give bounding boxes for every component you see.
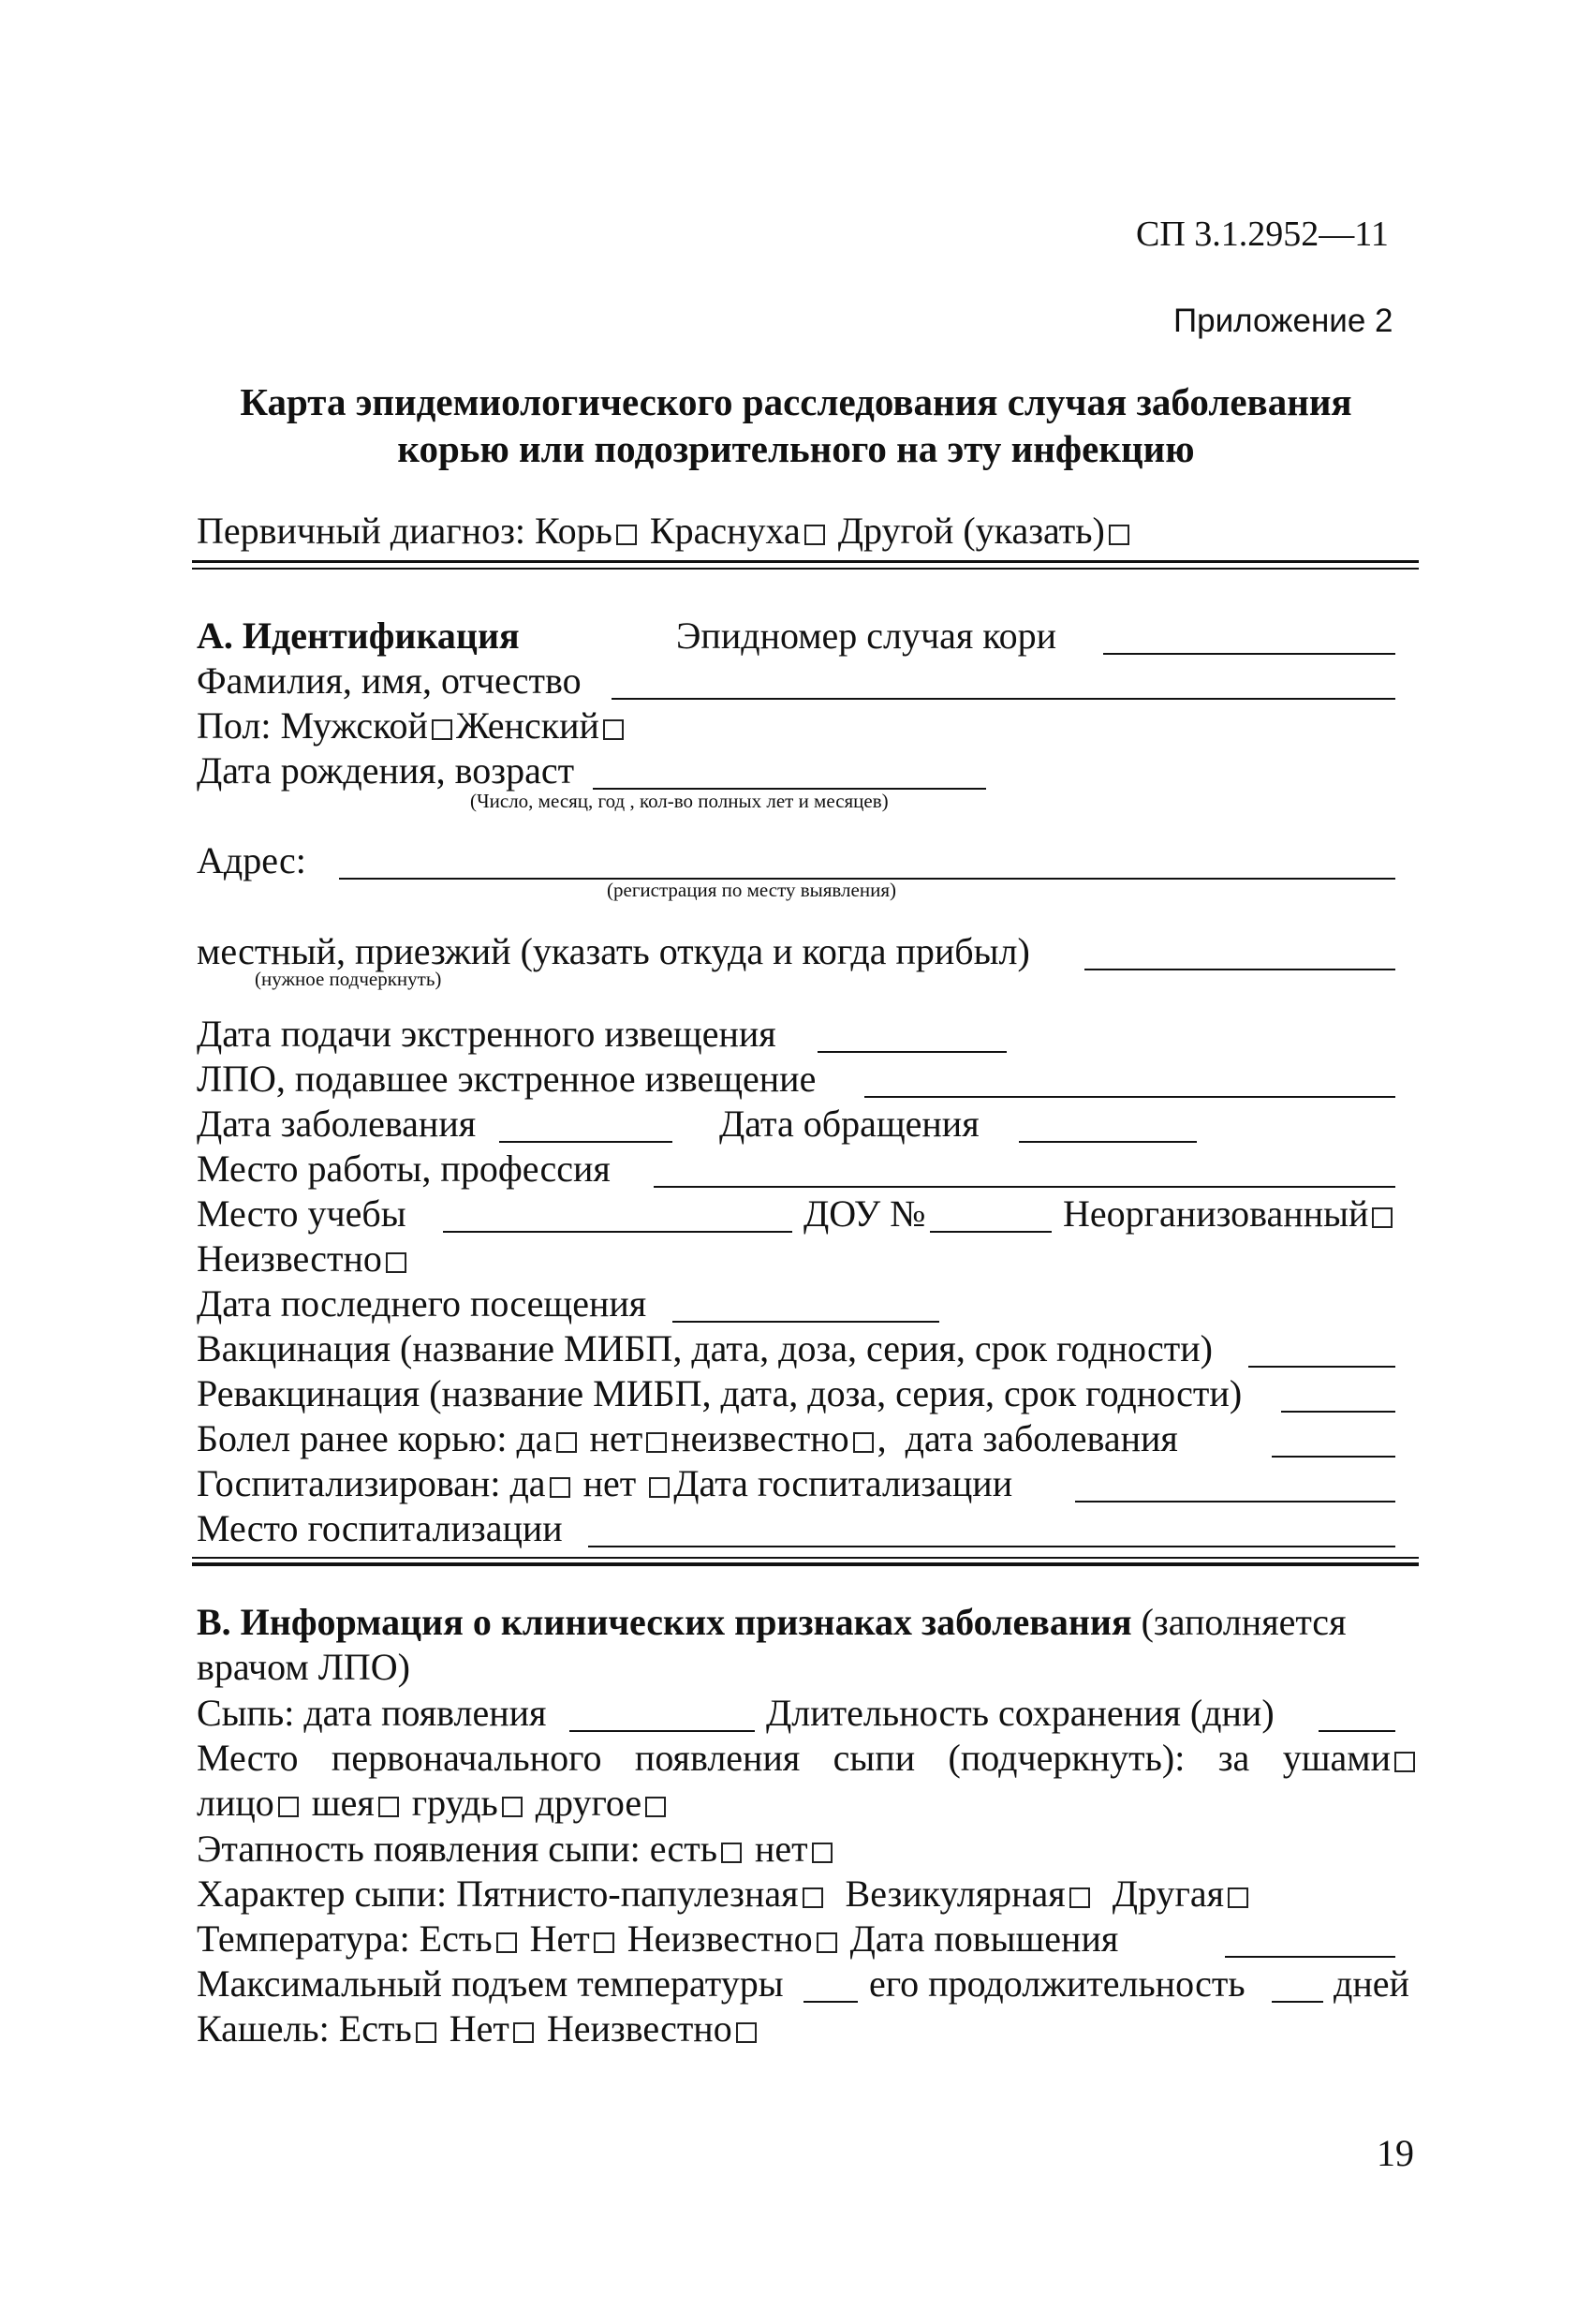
address-label: Адрес: [197,839,306,881]
days-label: дней [1334,1962,1409,2005]
vesicular-label: Везикулярная [845,1873,1066,1915]
duration-label: его продолжительность [869,1962,1246,2005]
hospitalized-yes-checkbox[interactable] [550,1477,570,1498]
rash-site-ears-checkbox[interactable] [1394,1752,1415,1772]
staging-yes-checkbox[interactable] [721,1843,742,1863]
dou-label: ДОУ № [803,1192,926,1235]
page-number: 19 [1377,2132,1414,2174]
divider-mid-thick [192,1562,1419,1566]
staging-no-label: нет [755,1828,808,1870]
form-title-line2: корью или подозрительного на эту инфекцию [397,427,1195,470]
dou-field[interactable] [930,1231,1052,1233]
rash-site-row [197,1736,1419,1781]
diagnosis-measles-label: Корь [534,510,612,552]
sex-female-label: Женский [455,704,599,747]
other-site-label: другое [535,1782,642,1824]
rash-type-label: Характер сыпи: Пятнисто-папулезная [197,1873,799,1915]
cough-label: Кашель: Есть [197,2007,412,2050]
resident-hint: (нужное подчеркнуть) [255,968,442,990]
unorganized-label: Неорганизованный [1063,1192,1369,1235]
temp-label: Температура: Есть [197,1917,493,1960]
had-measles-no-checkbox[interactable] [646,1432,667,1453]
unorganized-checkbox[interactable] [1372,1207,1393,1228]
vaccination-field[interactable] [1248,1366,1395,1368]
chest-label: грудь [411,1782,498,1824]
had-measles-yes-label: да [516,1417,553,1459]
section-b-heading: В. Информация о клинических признаках заболевания [197,1601,1132,1643]
had-measles-no-label: нет [589,1417,643,1459]
rash-duration-field[interactable] [1319,1730,1395,1732]
staging-label: Этапность появления сыпи: есть [197,1828,717,1870]
cough-unknown-label: Неизвестно [546,2007,732,2050]
staging-row [197,1827,836,1872]
rash-duration-label: Длительность сохранения (дни) [766,1692,1275,1734]
temp-unknown-label: Неизвестно [626,1917,813,1960]
hosp-place-field[interactable] [588,1546,1395,1547]
rash-site-label: Место первоначального появления сыпи (подчеркнуть): за ушами [197,1737,1391,1779]
rash-date-label: Сыпь: дата появления [197,1692,547,1734]
notice-lpo-field[interactable] [864,1096,1395,1098]
had-measles-unknown-label: неизвестно [671,1417,849,1459]
sex-male-label: Мужской [280,704,428,747]
visit-date-label: Дата обращения [719,1103,980,1145]
vesicular-checkbox[interactable] [1069,1887,1090,1908]
section-a-heading: А. Идентификация [197,614,520,657]
duration-field[interactable] [1272,2001,1323,2003]
address-hint: (регистрация по месту выявления) [607,879,896,901]
form-title-line1: Карта эпидемиологического расследования случая заболевания [240,380,1352,423]
rash-type-row [197,1872,1252,1917]
unknown-checkbox[interactable] [386,1252,406,1273]
neck-checkbox[interactable] [378,1797,399,1817]
study-field[interactable] [443,1231,792,1233]
section-b-heading-row [197,1600,1346,1645]
face-checkbox[interactable] [278,1797,299,1817]
temp-no-checkbox[interactable] [594,1932,614,1953]
unknown-label: Неизвестно [197,1237,382,1280]
birth-label: Дата рождения, возраст [197,749,575,792]
hospitalized-yes-label: да [509,1462,546,1504]
temp-rise-field[interactable] [1225,1956,1395,1958]
chest-checkbox[interactable] [502,1797,523,1817]
diagnosis-rubella-checkbox[interactable] [804,525,825,545]
max-temp-label: Максимальный подъем температуры [197,1962,784,2005]
sex-female-checkbox[interactable] [603,719,624,740]
study-label: Место учебы [197,1192,406,1235]
last-visit-label: Дата последнего посещения [197,1282,647,1325]
sex-row [197,703,627,748]
cough-no-label: Нет [449,2007,509,2050]
cough-row [197,2006,760,2051]
document-code: СП 3.1.2952—11 [1136,215,1389,254]
epid-number-label: Эпидномер случая кори [676,614,1057,657]
divider-mid-thin [192,1557,1419,1559]
comma-separator: , [877,1417,887,1459]
rash-maculopapular-checkbox[interactable] [803,1887,823,1908]
section-b-note-2: врачом ЛПО) [197,1646,410,1688]
onset-date-label: Дата заболевания [197,1103,477,1145]
visit-date-field[interactable] [1019,1141,1197,1143]
hospitalized-no-checkbox[interactable] [649,1477,670,1498]
sex-label: Пол: [197,704,272,747]
unknown-row [197,1236,410,1281]
temperature-row [197,1917,1118,1961]
diagnosis-rubella-label: Краснуха [649,510,801,552]
staging-no-checkbox[interactable] [812,1843,833,1863]
illness-date-field[interactable] [1272,1456,1395,1458]
epid-number-field[interactable] [1103,653,1395,655]
other-site-checkbox[interactable] [645,1797,666,1817]
notice-date-label: Дата подачи экстренного извещения [197,1013,776,1055]
vaccination-label: Вакцинация (название МИБП, дата, доза, серия, срок годности) [197,1327,1213,1369]
hosp-date-label: Дата госпитализации [673,1462,1013,1504]
had-measles-unknown-checkbox[interactable] [853,1432,874,1453]
rash-date-field[interactable] [569,1730,755,1732]
diagnosis-label: Первичный диагноз: [197,510,525,552]
cough-unknown-checkbox[interactable] [736,2022,757,2043]
had-measles-yes-checkbox[interactable] [556,1432,577,1453]
divider-top-thin [192,568,1419,570]
hosp-date-field[interactable] [1075,1501,1395,1502]
resident-field[interactable] [1084,969,1395,970]
appendix-label: Приложение 2 [1173,303,1393,339]
hospitalized-no-label: нет [582,1462,637,1504]
temp-yes-checkbox[interactable] [496,1932,517,1953]
revaccination-label: Ревакцинация (название МИБП, дата, доза, серия, срок годности) [197,1372,1243,1414]
diagnosis-other-label: Другой (указать) [837,510,1105,552]
temp-no-label: Нет [529,1917,590,1960]
temp-rise-label: Дата повышения [849,1917,1119,1960]
work-label: Место работы, профессия [197,1147,611,1190]
onset-date-field[interactable] [499,1141,672,1143]
neck-label: шея [311,1782,375,1824]
hospitalized-row [197,1461,1012,1506]
had-measles-row [197,1416,1178,1461]
other-rash-checkbox[interactable] [1228,1887,1248,1908]
diagnosis-other-checkbox[interactable] [1109,525,1129,545]
last-visit-field[interactable] [672,1321,939,1323]
unorganized-row [1063,1192,1396,1236]
temp-unknown-checkbox[interactable] [817,1932,837,1953]
notice-lpo-label: ЛПО, подавшее экстренное извещение [197,1058,817,1100]
cough-yes-checkbox[interactable] [416,2022,436,2043]
full-name-label: Фамилия, имя, отчество [197,659,582,702]
face-label: лицо [197,1782,274,1824]
birth-hint: (Число, месяц, год , кол-во полных лет и месяцев) [470,790,889,812]
hospitalized-label: Госпитализирован: [197,1462,501,1504]
had-measles-label: Болел ранее корью: [197,1417,508,1459]
full-name-field[interactable] [612,698,1395,700]
sex-male-checkbox[interactable] [432,719,452,740]
illness-date-label: дата заболевания [905,1417,1178,1459]
work-field[interactable] [654,1186,1395,1188]
divider-top-thick [192,560,1419,563]
max-temp-field[interactable] [803,2001,858,2003]
hosp-place-label: Место госпитализации [197,1507,563,1549]
diagnosis-measles-checkbox[interactable] [616,525,637,545]
other-rash-label: Другая [1112,1873,1225,1915]
notice-date-field[interactable] [818,1051,1007,1053]
rash-site-row-2 [197,1781,670,1826]
cough-no-checkbox[interactable] [513,2022,534,2043]
revaccination-field[interactable] [1281,1411,1395,1413]
resident-label: местный, приезжий (указать откуда и когда прибыл) [197,930,1030,972]
primary-diagnosis-row [197,509,1133,554]
section-b-note: (заполняется [1141,1601,1347,1643]
